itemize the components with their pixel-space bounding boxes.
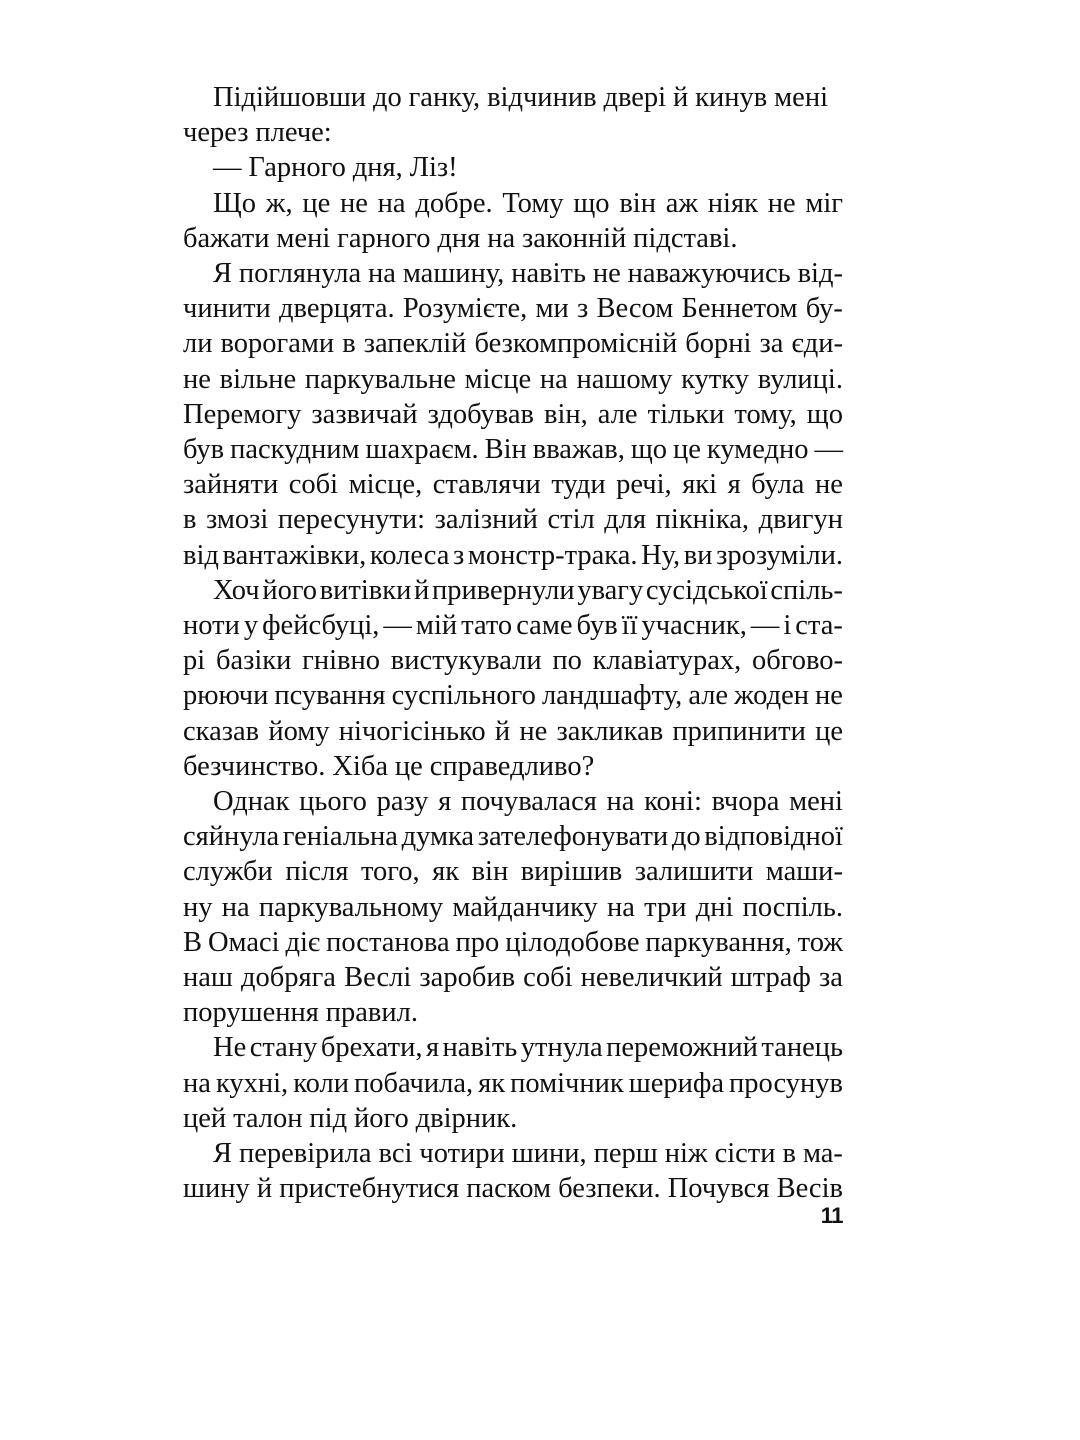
text-line: через плече:: [183, 117, 332, 149]
word: добре.: [415, 187, 493, 219]
text-line: [183, 890, 843, 925]
word: стіл: [547, 504, 595, 536]
word: зайняти: [183, 469, 279, 501]
word: вирішив: [520, 856, 623, 888]
word: сказав: [183, 715, 260, 747]
word: не: [592, 258, 621, 290]
text-line: Підійшовши до ганку, відчинив двері й кинув мені: [213, 82, 828, 113]
word: перевірила: [239, 1138, 372, 1170]
text-line: бажати мені гарного дня на законній підставі.: [183, 222, 738, 254]
word: всі: [378, 1138, 413, 1170]
word: Я: [213, 258, 233, 290]
word: безкомпромісній: [474, 328, 678, 360]
word: відповідної: [704, 821, 843, 853]
word: Я: [213, 1138, 233, 1170]
word: від-: [797, 258, 843, 290]
word: поспіль.: [742, 891, 843, 923]
word: й: [494, 715, 511, 747]
word: геніальна: [282, 821, 398, 853]
word: паском: [466, 1173, 551, 1205]
word: пересунути:: [277, 504, 426, 536]
word: був: [576, 610, 618, 642]
text-line: [183, 960, 843, 995]
word: того,: [360, 856, 420, 888]
word: він,: [543, 398, 588, 430]
word: це: [302, 187, 331, 219]
word: цього: [299, 786, 367, 818]
word: й: [414, 574, 430, 606]
word: що: [573, 187, 610, 219]
text-line: [183, 432, 843, 467]
word: двигун: [758, 504, 843, 536]
word: туди: [551, 469, 606, 501]
word: у: [243, 610, 259, 642]
word: запеклій: [363, 328, 467, 360]
word: Він: [484, 434, 527, 466]
text-line: [183, 326, 843, 361]
word: навіть: [511, 258, 586, 290]
word: я: [438, 786, 452, 818]
word: залізний: [434, 504, 538, 536]
word: на: [377, 187, 406, 219]
word: в: [183, 504, 197, 536]
word: сісти: [714, 1138, 776, 1170]
text-line: [183, 538, 843, 573]
word: думка: [401, 821, 475, 853]
word: фейсбуці,: [262, 610, 380, 642]
word: не: [767, 187, 796, 219]
word: тож: [797, 926, 843, 958]
text-line: [183, 291, 843, 326]
word: утнула: [520, 1032, 603, 1064]
word: три: [644, 891, 687, 923]
word: не: [340, 187, 368, 219]
word: —: [750, 610, 780, 642]
word: дверцята.: [279, 293, 395, 325]
word: Ну,: [641, 539, 681, 571]
word: танець: [761, 1032, 843, 1064]
word: які: [682, 469, 718, 501]
word: жоден: [734, 680, 809, 712]
word: ну: [183, 891, 213, 923]
word: Беннетом: [681, 293, 798, 325]
text-line: [183, 256, 843, 291]
word: не: [519, 715, 548, 747]
text-line: [183, 1171, 843, 1206]
word: вчора: [711, 786, 780, 818]
text-line: [183, 467, 843, 502]
word: й: [256, 1173, 273, 1205]
text-line: [183, 573, 843, 608]
word: був: [183, 434, 225, 466]
text-line: [183, 784, 843, 819]
word: ста-: [795, 610, 843, 642]
word: на: [221, 891, 250, 923]
word: кухні,: [215, 1067, 289, 1099]
word: тому,: [734, 398, 797, 430]
word: я: [425, 1032, 440, 1064]
word: тільки: [647, 398, 725, 430]
word: Почувся: [667, 1173, 770, 1205]
word: заробив: [419, 962, 516, 994]
word: не: [183, 363, 211, 395]
word: безпеки.: [558, 1173, 661, 1205]
text-line: [183, 186, 843, 221]
word: машину,: [402, 258, 505, 290]
paragraph: [183, 1136, 843, 1206]
word: але: [688, 680, 729, 712]
word: після: [285, 856, 349, 888]
word: Весів: [776, 1173, 843, 1205]
word: Омасі: [207, 926, 280, 958]
word: шахраєм.: [365, 434, 479, 466]
word: здобував: [427, 398, 534, 430]
word: пристебнутися: [279, 1173, 460, 1205]
word: що: [806, 398, 843, 430]
word: нічогісінько: [338, 715, 486, 747]
word: для: [604, 504, 647, 536]
word: не: [814, 469, 843, 501]
word: вважав,: [532, 434, 625, 466]
word: тато: [461, 610, 513, 642]
text-line: цей талон під його двірник.: [183, 1102, 518, 1134]
word: учасник,: [641, 610, 747, 642]
text-line: [183, 1030, 843, 1065]
word: була: [751, 469, 805, 501]
word: він: [619, 187, 656, 219]
word: —: [814, 434, 843, 466]
word: суспільного: [391, 680, 536, 712]
word: вільне: [219, 363, 297, 395]
word: невеличкий: [580, 962, 723, 994]
paragraph: [183, 1030, 843, 1136]
text-line: — Гарного дня, Ліз!: [213, 152, 458, 184]
word: дні: [695, 891, 734, 923]
word: але: [597, 398, 638, 430]
word: на: [607, 891, 635, 923]
word: паркування,: [645, 926, 792, 958]
word: йому: [268, 715, 330, 747]
text-line: [183, 362, 843, 397]
text-line: [183, 502, 843, 537]
word: наш: [183, 962, 233, 994]
word: вантажівки,: [222, 539, 367, 571]
word: місце: [464, 363, 532, 395]
word: почувалася: [460, 786, 597, 818]
word: перш: [593, 1138, 658, 1170]
paragraph: [183, 80, 843, 150]
word: служби: [183, 856, 273, 888]
word: вулиці.: [757, 363, 843, 395]
word: зателефонувати: [477, 821, 669, 853]
word: чинити: [183, 293, 271, 325]
word: сяйнула: [183, 821, 280, 853]
word: борні: [685, 328, 752, 360]
word: ли: [183, 328, 213, 360]
text-line: [183, 678, 843, 713]
word: саме: [516, 610, 573, 642]
word: Веслі: [344, 962, 412, 994]
word: про: [455, 926, 500, 958]
word: місце,: [348, 469, 423, 501]
word: на: [368, 258, 396, 290]
word: кутку: [681, 363, 749, 395]
word: він: [471, 856, 509, 888]
word: шерифа: [628, 1067, 724, 1099]
word: на: [539, 363, 568, 395]
word: —: [383, 610, 412, 642]
paragraph: [183, 573, 843, 784]
word: ніж: [664, 1138, 708, 1170]
word: мені: [789, 786, 843, 818]
word: паркувальне: [304, 363, 456, 395]
word: кумедно: [706, 434, 809, 466]
word: на: [183, 1067, 211, 1099]
word: Тому: [502, 187, 564, 219]
word: міг: [805, 187, 843, 219]
word: маши-: [765, 856, 843, 888]
word: колеса: [369, 539, 450, 571]
word: не: [815, 680, 843, 712]
word: і: [783, 610, 792, 642]
text-line: [183, 397, 843, 432]
word: ж,: [265, 187, 293, 219]
word: ніяк: [707, 187, 758, 219]
word: обгово-: [752, 645, 843, 677]
word: ви: [683, 539, 713, 571]
word: це: [815, 715, 843, 747]
word: ноти: [183, 610, 240, 642]
word: помічник: [510, 1067, 624, 1099]
word: ми: [535, 293, 569, 325]
word: добряга: [241, 962, 336, 994]
paragraph: [183, 256, 843, 573]
word: спіль-: [770, 574, 843, 606]
word: коні:: [644, 786, 702, 818]
page-number: 11: [820, 1203, 843, 1228]
word: вистукували: [390, 645, 542, 677]
word: ма-: [802, 1138, 843, 1170]
word: з: [452, 539, 465, 571]
word: зрозуміли.: [716, 539, 843, 571]
text-line: [183, 925, 843, 960]
word: залишити: [634, 856, 754, 888]
word: привернули: [431, 574, 575, 606]
word: змозі: [206, 504, 269, 536]
word: мій: [415, 610, 458, 642]
word: за: [819, 962, 843, 994]
word: Розумієте,: [402, 293, 528, 325]
text-line: [183, 643, 843, 678]
word: бу-: [805, 293, 843, 325]
word: нашому: [576, 363, 673, 395]
word: діє: [285, 926, 321, 958]
word: як: [478, 1067, 506, 1099]
word: Що: [213, 187, 257, 219]
word: до: [671, 821, 701, 853]
word: з: [577, 293, 589, 325]
word: поглянула: [238, 258, 362, 290]
word: рі: [183, 645, 206, 677]
word: що: [630, 434, 668, 466]
text-line: порушення правил.: [183, 997, 418, 1029]
word: базіки: [215, 645, 292, 677]
word: цілодобове: [505, 926, 640, 958]
word: майданчику: [452, 891, 598, 923]
word: шини,: [511, 1138, 587, 1170]
word: в: [342, 328, 356, 360]
word: навіть: [442, 1032, 518, 1064]
word: псування: [274, 680, 386, 712]
word: собі: [523, 962, 573, 994]
word: ландшафту,: [541, 680, 683, 712]
text-line: [183, 1066, 843, 1101]
word: його: [262, 574, 318, 606]
word: гнівно: [302, 645, 380, 677]
word: по: [552, 645, 582, 677]
word: зазвичай: [311, 398, 418, 430]
word: брехати,: [320, 1032, 423, 1064]
word: сусідської: [645, 574, 768, 606]
word: як: [432, 856, 460, 888]
word: переможний: [606, 1032, 758, 1064]
word: побачила,: [354, 1067, 474, 1099]
word: єди-: [791, 328, 843, 360]
text-line: [183, 714, 843, 749]
word: стану: [249, 1032, 318, 1064]
word: закликав: [556, 715, 664, 747]
word: В: [183, 926, 203, 958]
body-text-block: [183, 80, 843, 1207]
word: Весом: [596, 293, 674, 325]
text-line: [183, 1136, 843, 1171]
word: паркувальному: [258, 891, 444, 923]
word: це: [673, 434, 701, 466]
word: увагу: [577, 574, 644, 606]
word: витівки: [319, 574, 412, 606]
word: Не: [213, 1032, 247, 1064]
word: від: [183, 539, 219, 571]
word: клавіатурах,: [592, 645, 742, 677]
word: в: [782, 1138, 796, 1170]
text-line: [183, 819, 843, 854]
word: Однак: [213, 786, 290, 818]
word: разу: [376, 786, 429, 818]
text-line: безчинство. Хіба це справедливо?: [183, 750, 595, 782]
word: монстр-трака.: [467, 539, 638, 571]
word: пікніка,: [655, 504, 750, 536]
word: її: [621, 610, 638, 642]
word: припинити: [672, 715, 806, 747]
word: ставлячи: [432, 469, 541, 501]
paragraph: [183, 784, 843, 1030]
paragraph: [183, 186, 843, 256]
paragraph: [183, 150, 843, 185]
word: Хоч: [213, 574, 260, 606]
word: собі: [288, 469, 339, 501]
word: аж: [665, 187, 699, 219]
word: на: [606, 786, 635, 818]
word: наважуючись: [627, 258, 791, 290]
word: ворогами: [220, 328, 335, 360]
word: за: [759, 328, 784, 360]
word: Перемогу: [183, 398, 302, 430]
word: коли: [293, 1067, 349, 1099]
word: штраф: [730, 962, 811, 994]
text-line: [183, 854, 843, 889]
word: постанова: [326, 926, 450, 958]
word: речі,: [616, 469, 672, 501]
word: просунув: [729, 1067, 843, 1099]
word: я: [727, 469, 741, 501]
text-line: [183, 608, 843, 643]
word: рюючи: [183, 680, 269, 712]
word: паскудним: [230, 434, 360, 466]
word: шину: [183, 1173, 250, 1205]
word: чотири: [419, 1138, 505, 1170]
